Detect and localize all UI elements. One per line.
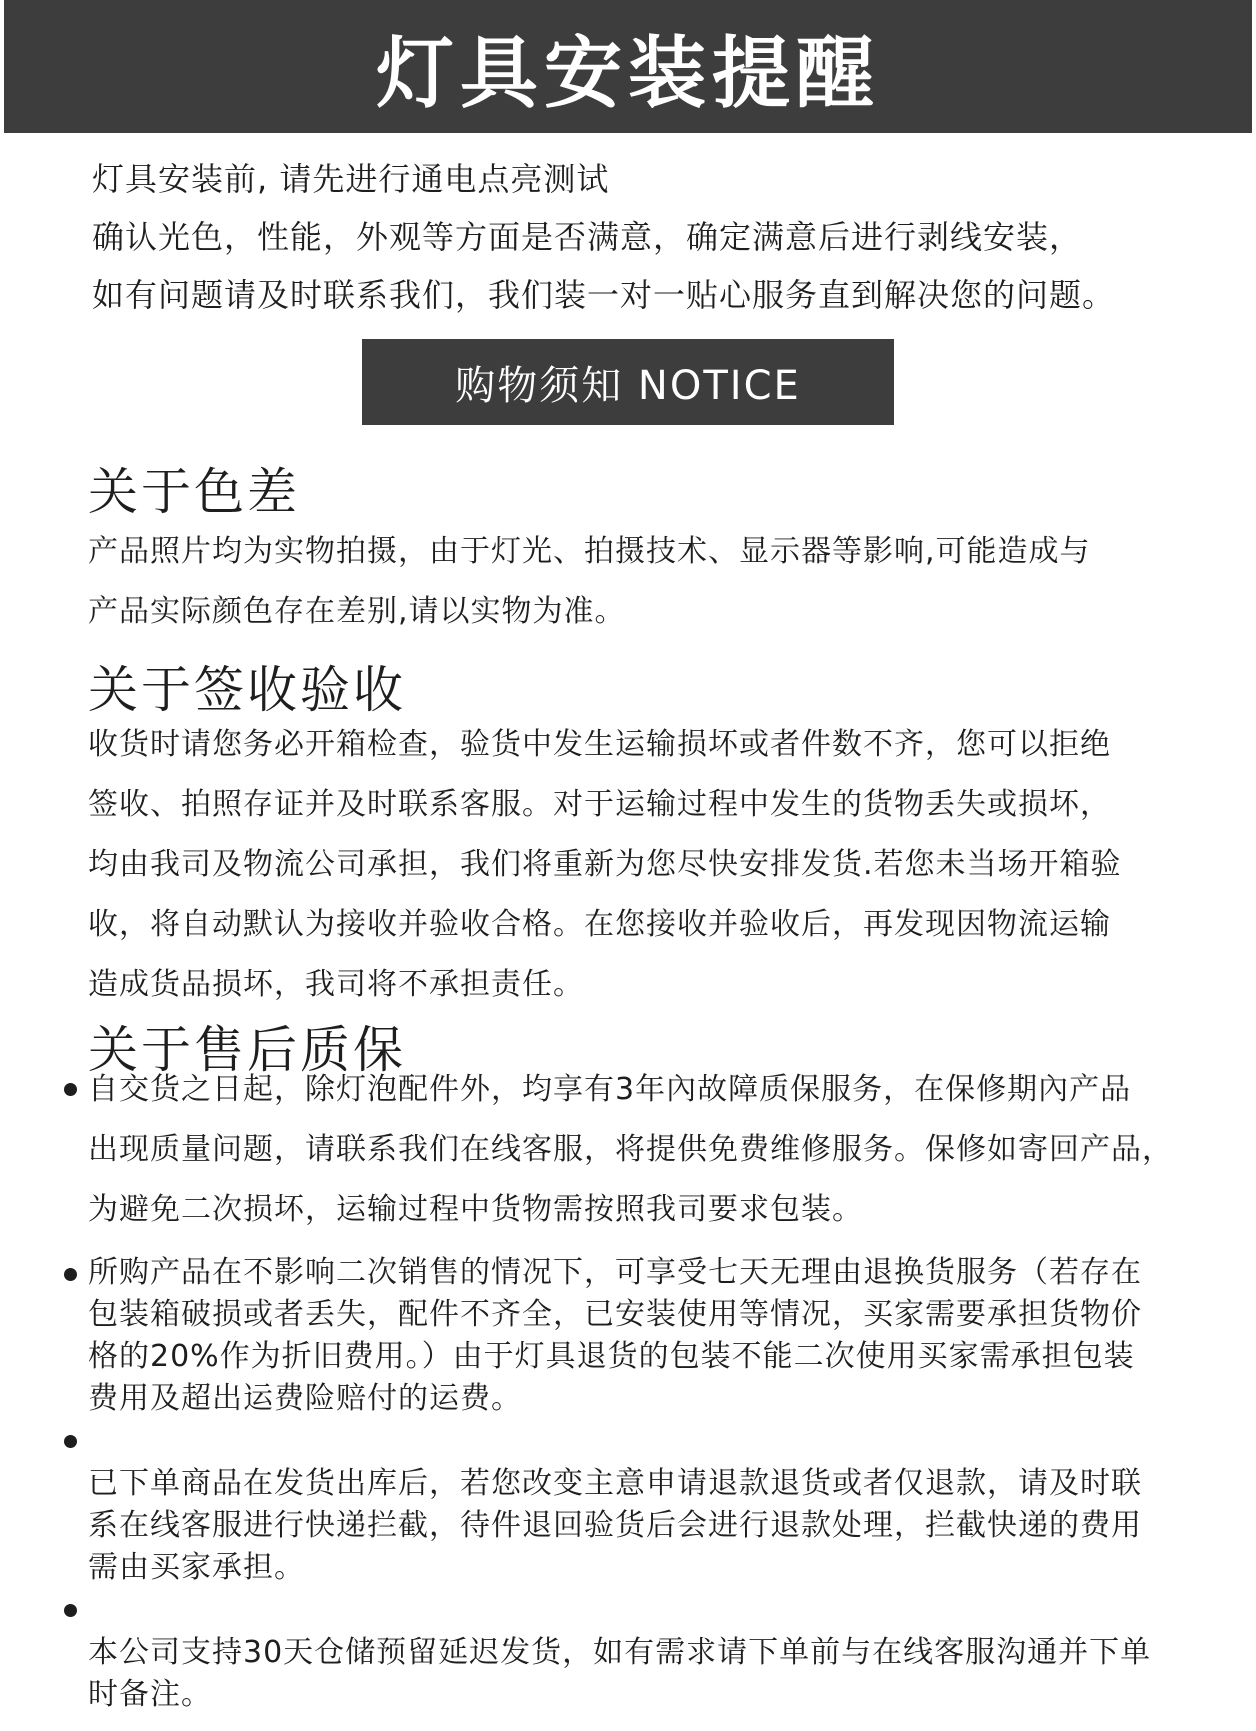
paragraph-line: 均由我司及物流公司承担，我们将重新为您尽快安排发货.若您未当场开箱验 <box>88 847 1122 882</box>
paragraph-line: 需由买家承担。 <box>88 1550 305 1585</box>
aftersales-bullet-storage <box>88 1632 1228 1716</box>
intro-line: 如有问题请及时联系我们，我们装一对一贴心服务直到解决您的问题。 <box>92 276 1116 314</box>
page-title-banner <box>4 0 1252 133</box>
page-title: 灯具安装提醒 <box>375 28 880 119</box>
install-intro <box>92 150 1212 324</box>
section-title-receipt: 关于签收验收 <box>88 661 406 719</box>
paragraph-line: 费用及超出运费险赔付的运费。 <box>88 1381 522 1416</box>
paragraph-line: 收，将自动默认为接收并验收合格。在您接收并验收后，再发现因物流运输 <box>88 907 1111 942</box>
intro-line: 确认光色，性能，外观等方面是否满意，确定满意后进行剥线安装， <box>92 218 1083 256</box>
bullet-dot <box>64 1083 77 1096</box>
paragraph-line: 出现质量问题，请联系我们在线客服，将提供免费维修服务。保修如寄回产品， <box>88 1132 1173 1167</box>
bullet-dot <box>64 1604 77 1617</box>
bullet-dot <box>64 1268 77 1281</box>
aftersales-bullet-refund <box>88 1463 1228 1589</box>
notice-label: 购物须知 NOTICE <box>455 362 801 409</box>
paragraph-line: 包装箱破损或者丢失，配件不齐全，已安装使用等情况，买家需要承担货物价 <box>88 1297 1142 1332</box>
paragraph-line: 时备注。 <box>88 1677 212 1712</box>
section-title-aftersales: 关于售后质保 <box>88 1021 406 1079</box>
aftersales-bullet-warranty <box>88 1060 1228 1240</box>
paragraph-line: 造成货品损坏，我司将不承担责任。 <box>88 967 584 1002</box>
section-title-color: 关于色差 <box>88 463 300 521</box>
paragraph-line: 系在线客服进行快递拦截，待件退回验货后会进行退款处理，拦截快递的费用 <box>88 1508 1142 1543</box>
color-paragraph <box>88 522 1228 642</box>
notice-banner <box>362 339 894 425</box>
paragraph-line: 自交货之日起，除灯泡配件外，均享有3年內故障质保服务，在保修期內产品 <box>88 1072 1132 1107</box>
paragraph-line: 签收、拍照存证并及时联系客服。对于运输过程中发生的货物丢失或损坏， <box>88 787 1111 822</box>
paragraph-line: 为避免二次损坏，运输过程中货物需按照我司要求包装。 <box>88 1192 863 1227</box>
paragraph-line: 所购产品在不影响二次销售的情况下，可享受七天无理由退换货服务（若存在 <box>88 1255 1142 1290</box>
paragraph-line: 收货时请您务必开箱检查，验货中发生运输损坏或者件数不齐，您可以拒绝 <box>88 727 1111 762</box>
paragraph-line: 产品照片均为实物拍摄，由于灯光、拍摄技术、显示器等影响,可能造成与 <box>88 534 1091 569</box>
paragraph-line: 本公司支持30天仓储预留延迟发货，如有需求请下单前与在线客服沟通并下单 <box>88 1635 1152 1670</box>
intro-line: 灯具安装前, 请先进行通电点亮测试 <box>92 160 610 198</box>
bullet-dot <box>64 1435 77 1448</box>
paragraph-line: 产品实际颜色存在差别,请以实物为准。 <box>88 594 626 629</box>
paragraph-line: 已下单商品在发货出库后，若您改变主意申请退款退货或者仅退款，请及时联 <box>88 1466 1142 1501</box>
paragraph-line: 格的20%作为折旧费用。）由于灯具退货的包装不能二次使用买家需承担包装 <box>88 1339 1135 1374</box>
receipt-paragraph <box>88 715 1228 1015</box>
aftersales-bullet-returns <box>88 1252 1228 1420</box>
